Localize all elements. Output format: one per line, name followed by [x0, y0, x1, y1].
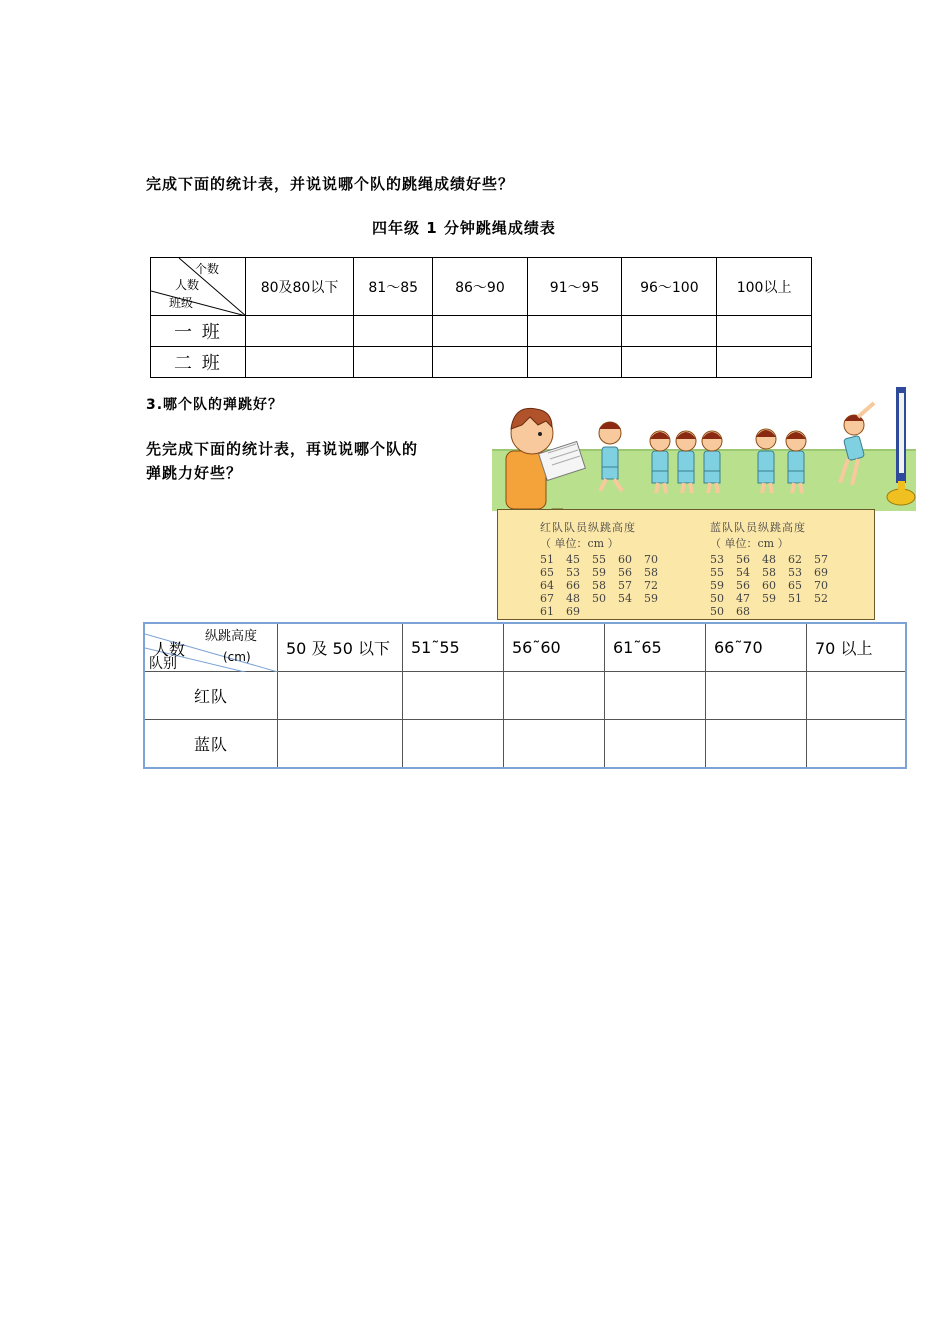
blue-value: 56	[736, 579, 750, 592]
red-value: 45	[566, 553, 580, 566]
red-value: 64	[540, 579, 554, 592]
red-team-title: 红队队员纵跳高度	[540, 521, 636, 534]
red-values-row	[540, 566, 670, 579]
blue-team-values	[710, 553, 840, 618]
blue-value: 68	[736, 605, 750, 618]
red-value: 67	[540, 592, 554, 605]
blue-value: 59	[710, 579, 724, 592]
blank-cell[interactable]	[245, 347, 354, 378]
red-value: 50	[592, 592, 606, 605]
q3-prompt-line1: 先完成下面的统计表，再说说哪个队的	[146, 440, 419, 458]
red-values-row	[540, 605, 670, 618]
blue-team-group	[710, 519, 840, 618]
red-value: 66	[566, 579, 580, 592]
corner-unit-label: (cm)	[223, 650, 251, 664]
height-data-card	[497, 509, 875, 620]
column-header: 61˜65	[605, 623, 706, 672]
column-header: 100以上	[717, 258, 812, 316]
corner-bottom-label: 队别	[149, 656, 177, 672]
red-value: 72	[644, 579, 658, 592]
red-value: 58	[644, 566, 658, 579]
column-header: 96～100	[622, 258, 717, 316]
blue-values-row	[710, 566, 840, 579]
red-value: 58	[592, 579, 606, 592]
red-value: 48	[566, 592, 580, 605]
red-value: 59	[644, 592, 658, 605]
row-label: 一 班	[151, 316, 246, 347]
corner-cell	[144, 623, 278, 672]
blank-cell[interactable]	[527, 347, 622, 378]
blank-cell[interactable]	[354, 316, 433, 347]
blank-cell[interactable]	[807, 720, 907, 769]
blank-cell[interactable]	[717, 316, 812, 347]
blue-value: 52	[814, 592, 828, 605]
red-values-row	[540, 579, 670, 592]
blue-value: 50	[710, 605, 724, 618]
blue-value: 70	[814, 579, 828, 592]
blue-values-row	[710, 592, 840, 605]
red-value: 69	[566, 605, 580, 618]
blank-cell[interactable]	[717, 347, 812, 378]
blue-values-row	[710, 579, 840, 592]
q2-prompt: 完成下面的统计表，并说说哪个队的跳绳成绩好些？	[146, 175, 515, 193]
red-value: 51	[540, 553, 554, 566]
blue-value: 47	[736, 592, 750, 605]
blank-cell[interactable]	[622, 347, 717, 378]
blue-value: 53	[710, 553, 724, 566]
red-value: 57	[618, 579, 632, 592]
q3-title: 3.哪个队的弹跳好？	[146, 397, 284, 413]
blue-value: 50	[710, 592, 724, 605]
blue-value: 58	[762, 566, 776, 579]
corner-cell	[151, 258, 246, 316]
red-team-group	[540, 519, 670, 618]
vertical-jump-table	[143, 622, 907, 769]
jump-rope-table	[150, 257, 812, 378]
blank-cell[interactable]	[354, 347, 433, 378]
corner-mid-label: 人数	[175, 278, 200, 292]
red-values-row	[540, 592, 670, 605]
red-values-row	[540, 553, 670, 566]
blank-cell[interactable]	[807, 672, 907, 720]
blank-cell[interactable]	[245, 316, 354, 347]
blue-value: 60	[762, 579, 776, 592]
red-value: 65	[540, 566, 554, 579]
corner-top-label: 个数	[195, 262, 220, 276]
red-team-values	[540, 553, 670, 618]
blank-cell[interactable]	[504, 672, 605, 720]
column-header: 86～90	[433, 258, 528, 316]
blank-cell[interactable]	[527, 316, 622, 347]
column-header: 66˜70	[706, 623, 807, 672]
blue-value: 51	[788, 592, 802, 605]
corner-top-label: 纵跳高度	[205, 629, 258, 644]
column-header: 91～95	[527, 258, 622, 316]
blank-cell[interactable]	[706, 672, 807, 720]
red-team-unit: （ 单位：cm ）	[540, 537, 619, 550]
blue-value: 57	[814, 553, 828, 566]
red-value: 55	[592, 553, 606, 566]
blank-cell[interactable]	[403, 720, 504, 769]
red-value: 54	[618, 592, 632, 605]
blank-cell[interactable]	[403, 672, 504, 720]
column-header: 80及80以下	[245, 258, 354, 316]
blank-cell[interactable]	[622, 316, 717, 347]
blue-value: 53	[788, 566, 802, 579]
corner-bottom-label: 班级	[169, 296, 194, 310]
blue-value: 55	[710, 566, 724, 579]
blue-value: 59	[762, 592, 776, 605]
red-value: 61	[540, 605, 554, 618]
corner-mid-label: 人数	[153, 640, 186, 659]
red-value: 60	[618, 553, 632, 566]
blue-value: 48	[762, 553, 776, 566]
row-label: 红队	[144, 672, 278, 720]
blank-cell[interactable]	[278, 672, 403, 720]
blank-cell[interactable]	[278, 720, 403, 769]
table1-title: 四年级 1 分钟跳绳成绩表	[372, 219, 556, 237]
row-label: 蓝队	[144, 720, 278, 769]
column-header: 70 以上	[807, 623, 907, 672]
blank-cell[interactable]	[605, 720, 706, 769]
blue-values-row	[710, 553, 840, 566]
column-header: 56˜60	[504, 623, 605, 672]
blank-cell[interactable]	[433, 347, 528, 378]
red-value: 59	[592, 566, 606, 579]
row-label: 二 班	[151, 347, 246, 378]
blue-value: 56	[736, 553, 750, 566]
red-value: 56	[618, 566, 632, 579]
red-value: 70	[644, 553, 658, 566]
column-header: 50 及 50 以下	[278, 623, 403, 672]
blue-values-row	[710, 605, 840, 618]
blue-team-unit: （ 单位：cm ）	[710, 537, 789, 550]
blank-cell[interactable]	[706, 720, 807, 769]
column-header: 81～85	[354, 258, 433, 316]
blue-value: 65	[788, 579, 802, 592]
q3-prompt-line2: 弹跳力好些？	[146, 464, 243, 482]
red-value: 53	[566, 566, 580, 579]
column-header: 51˜55	[403, 623, 504, 672]
blank-cell[interactable]	[433, 316, 528, 347]
blank-cell[interactable]	[605, 672, 706, 720]
blue-team-title: 蓝队队员纵跳高度	[710, 521, 806, 534]
blue-value: 69	[814, 566, 828, 579]
blue-value: 54	[736, 566, 750, 579]
blank-cell[interactable]	[504, 720, 605, 769]
blue-value: 62	[788, 553, 802, 566]
